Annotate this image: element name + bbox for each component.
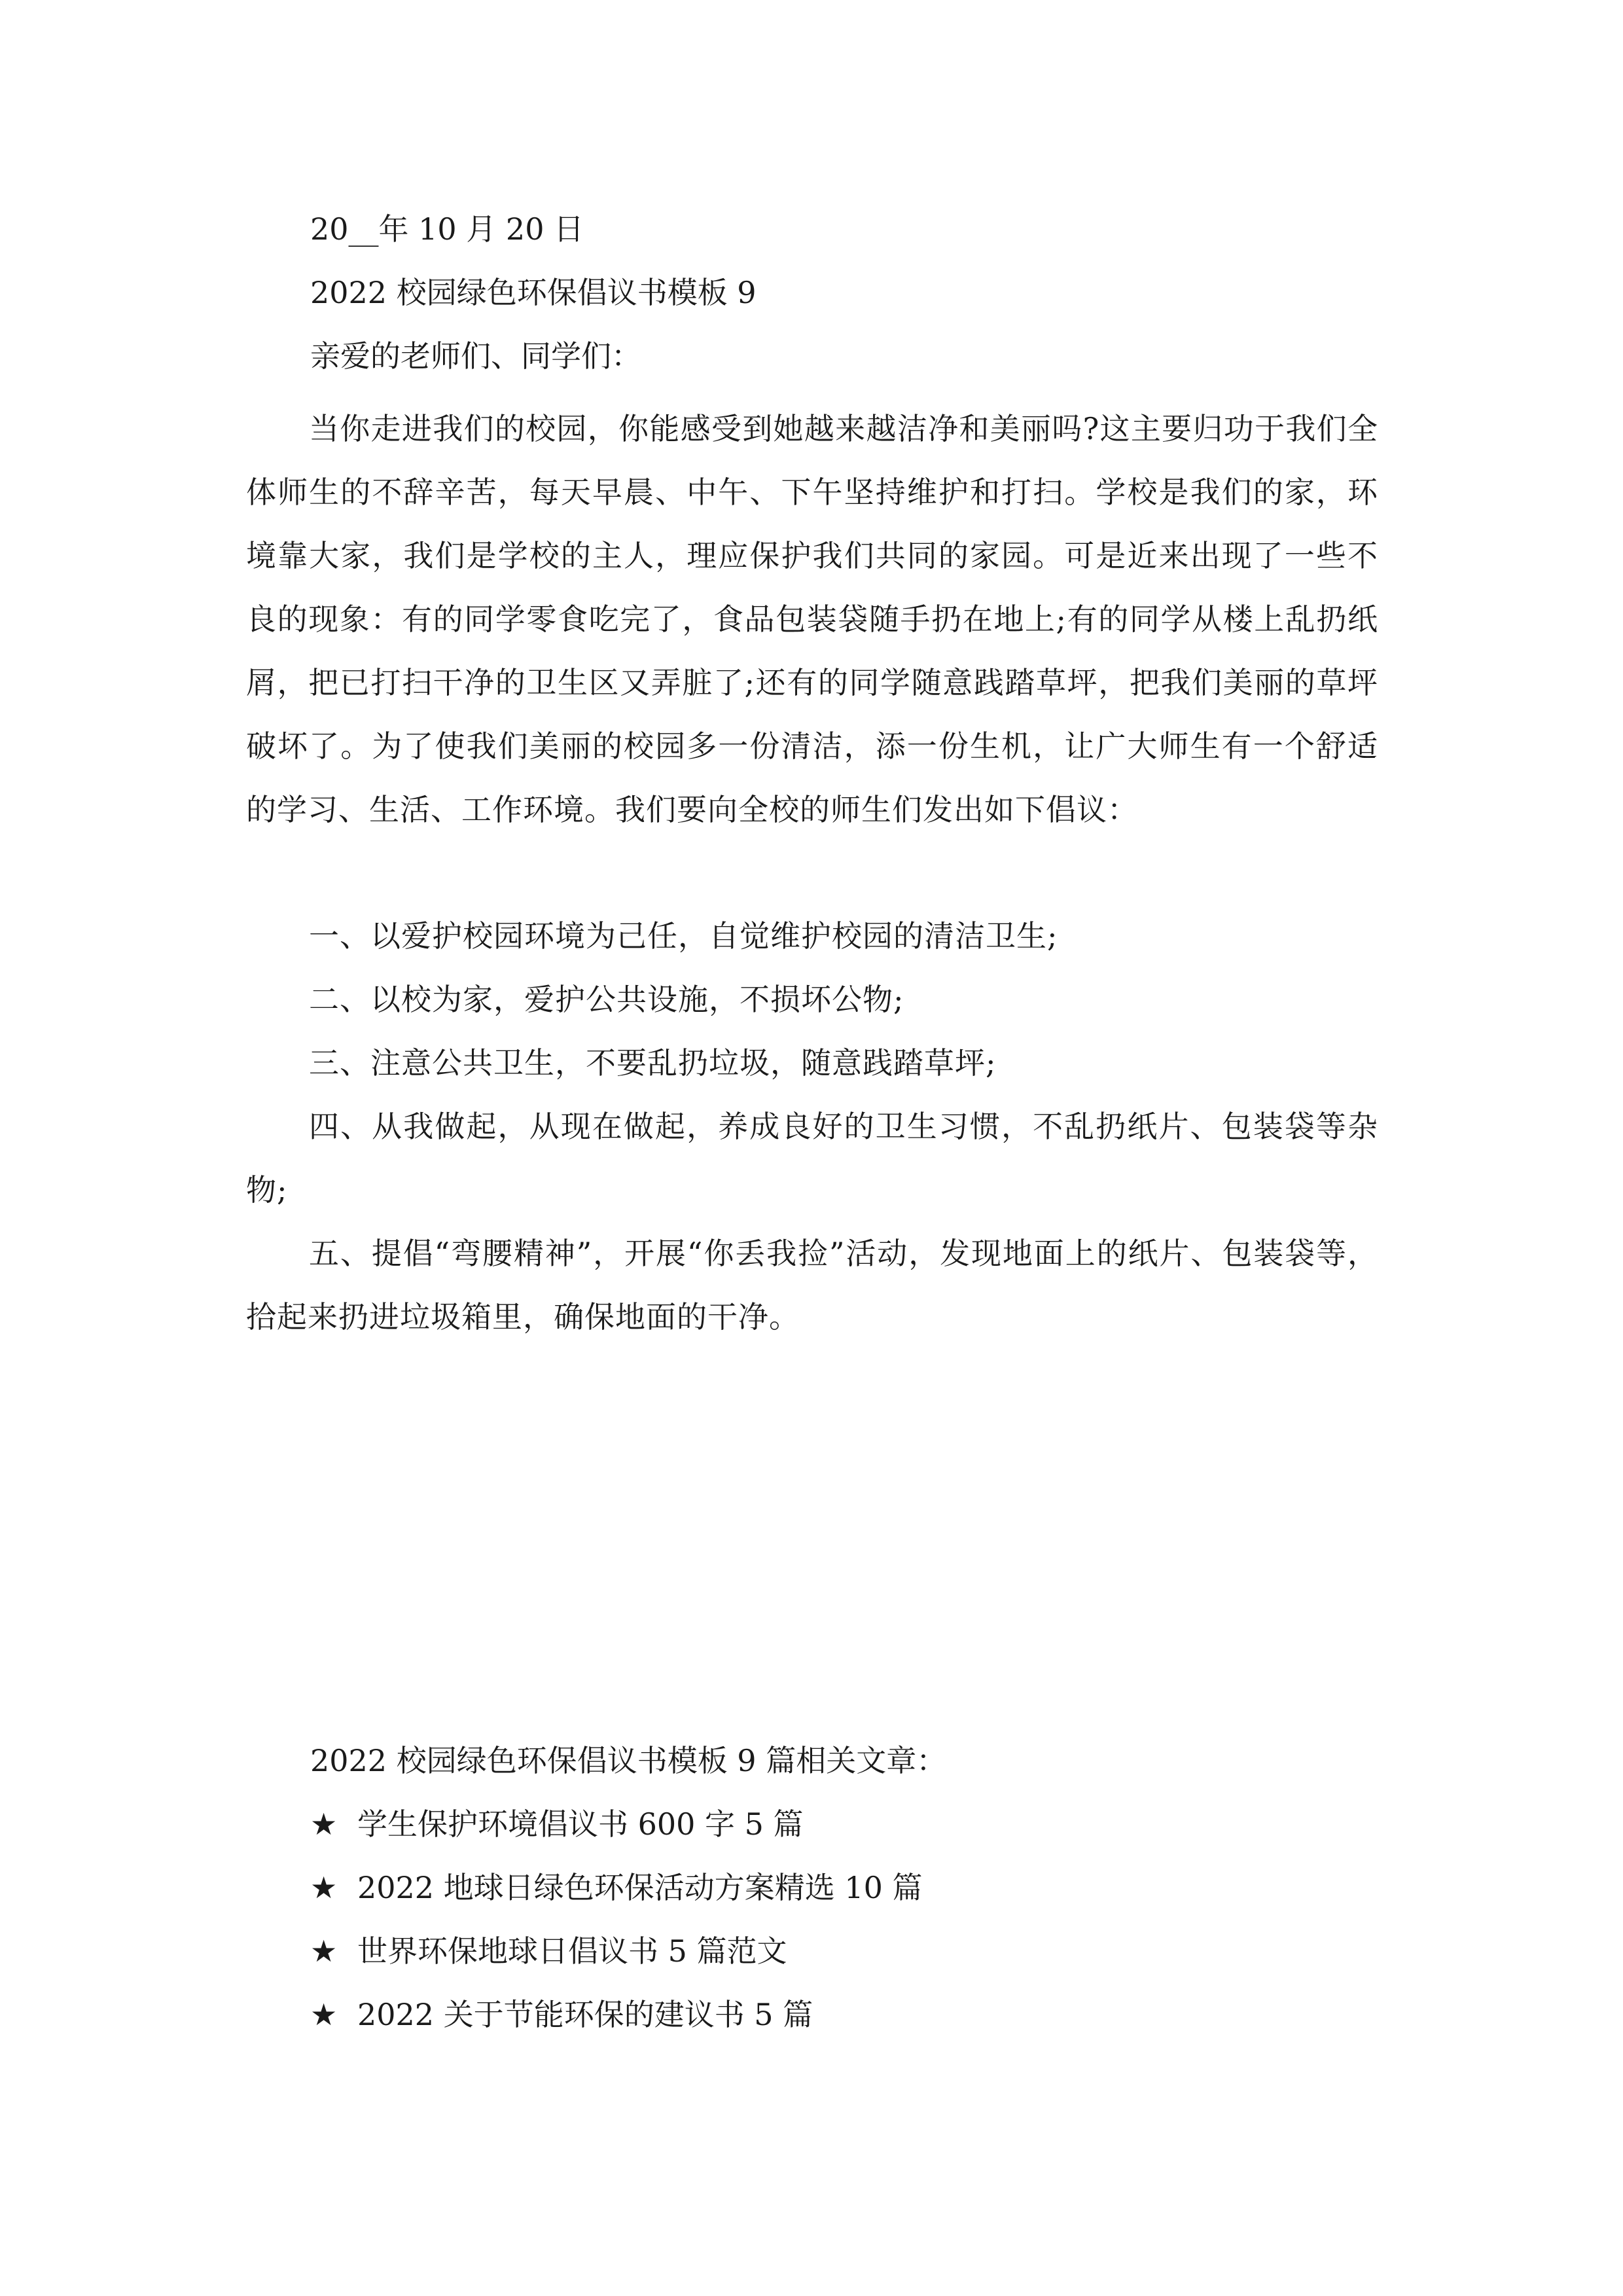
proposal-item-5: 五、提倡“弯腰精神”，开展“你丢我捡”活动，发现地面上的纸片、包装袋等，拾起来扔进垃圾箱里，确保地面的干净。 (246, 1236, 1378, 1335)
related-heading: 2022 校园绿色环保倡议书模板 9 篇相关文章： (310, 1743, 947, 1778)
salutation: 亲爱的老师们、同学们： (310, 338, 641, 374)
proposal-item-3: 三、注意公共卫生，不要乱扔垃圾，随意践踏草坪; (309, 1045, 997, 1081)
star-icon: ★ (310, 1933, 338, 1969)
proposal-item-4: 四、从我做起，从现在做起，养成良好的卫生习惯，不乱扔纸片、包装袋等杂物; (246, 1109, 1378, 1208)
related-link-3[interactable] (310, 1930, 787, 1972)
related-link-4[interactable] (310, 1994, 813, 2036)
related-link-label: 世界环保地球日倡议书 5 篇范文 (357, 1933, 787, 1969)
proposal-item-2: 二、以校为家，爱护公共设施，不损坏公物; (309, 982, 904, 1017)
document-title: 2022 校园绿色环保倡议书模板 9 (310, 275, 757, 310)
star-icon: ★ (310, 1870, 338, 1905)
related-link-label: 学生保护环境倡议书 600 字 5 篇 (357, 1806, 804, 1842)
intro-paragraph: 当你走进我们的校园，你能感受到她越来越洁净和美丽吗?这主要归功于我们全体师生的不辞辛苦，每天早晨、中午、下午坚持维护和打扫。学校是我们的家，环境靠大家，我们是学校的主人，理应保护我们共同的家园。可是近来出现了一些不良的现象：有的同学零食吃完了，食品包装袋随手扔在地上;有的同学从楼上乱扔纸屑，把已打扫干净的卫生区又弄脏了;还有的同学随意践踏草坪，把我们美丽的草坪破坏了。为了使我们美丽的校园多一份清洁，添一份生机，让广大师生有一个舒适的学习、生活、工作环境。我们要向全校的师生们发出如下倡议： (246, 411, 1378, 827)
related-link-2[interactable] (310, 1867, 922, 1909)
related-link-1[interactable] (310, 1803, 804, 1845)
date-line: 20__年 10 月 20 日 (310, 211, 584, 247)
star-icon: ★ (310, 1997, 338, 2032)
star-icon: ★ (310, 1806, 338, 1842)
proposal-item-1: 一、以爱护校园环境为己任，自觉维护校园的清洁卫生; (309, 918, 1058, 954)
related-link-label: 2022 地球日绿色环保活动方案精选 10 篇 (357, 1870, 923, 1905)
related-link-label: 2022 关于节能环保的建议书 5 篇 (357, 1997, 813, 2032)
